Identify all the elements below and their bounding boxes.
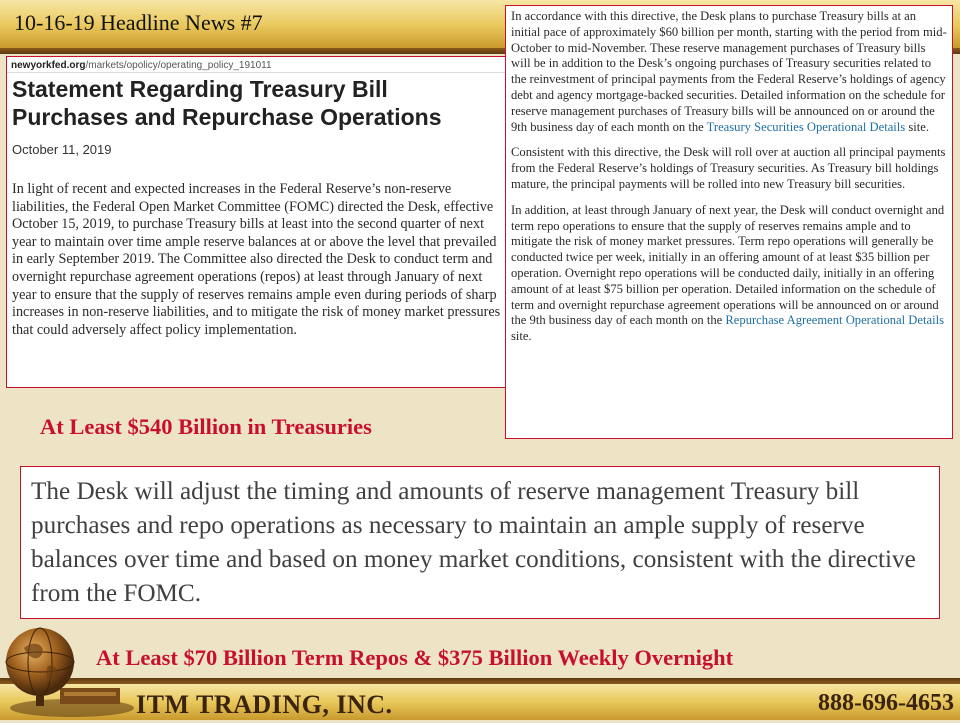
article-url[interactable] — [11, 60, 272, 71]
globe-icon — [2, 618, 134, 718]
slide-title: 10-16-19 Headline News #7 — [14, 10, 263, 35]
article-headline: Statement Regarding Treasury Bill Purchases and Repurchase Operations — [12, 76, 442, 130]
directive-paragraph-3: In addition, at least through January of next year, the Desk will conduct overnight and term repo operations to ensure that the supply of reserves remains ample and to mitigate the risk of money market pressures. Term repo operations will generally be conducted twice per week, initially in an offering amount of at least $35 billion per operation. Overnight repo operations will be conducted daily, initially in an offering amount of at least $75 billion per operation. Detailed information on the schedule of term and overnight repurchase agreement operations will be announced on or around the 9th business day of each month on the Repurchase Agreement Operational Details site. — [511, 202, 945, 344]
url-domain: newyorkfed.org — [11, 60, 86, 71]
treasuries-callout: At Least $540 Billion in Treasuries — [40, 414, 372, 439]
quote-box — [20, 466, 940, 619]
phone-number: 888-696-4653 — [818, 690, 954, 716]
directive-paragraph-1: In accordance with this directive, the Desk plans to purchase Treasury bills at an initial pace of approximately $60 billion per month, starting with the period from mid-October to mid-November. These reserve management purchases of Treasury bills will be in addition to the Desk’s ongoing purchases of Treasury securities related to the reinvestment of principal payments from the Federal Reserve’s holdings of agency debt and agency mortgage-backed securities. Detailed information on the schedule for reserve management purchases of Treasury bills will be announced on or around the 9th business day of each month on the Treasury Securities Operational Details site. — [511, 9, 947, 134]
company-name: ITM TRADING, INC. — [136, 690, 393, 719]
article-lead-paragraph: In light of recent and expected increases in the Federal Reserve’s non-reserve liabilities, the Federal Open Market Committee (FOMC) directed the Desk, effective October 15, 2019, to purchase Treasury bills at least into the second quarter of next year to maintain over time ample reserve balances at or above the level that prevailed in early September 2019. The Committee also directed the Desk to conduct term and overnight repurchase agreement operations (repos) at least through January of next year to ensure that the supply of reserves remains ample even during periods of sharp increases in non-reserve liabilities, and to mitigate the risk of money market pressures that could adversely affect policy implementation. — [12, 181, 501, 338]
directive-paragraph-2: Consistent with this directive, the Desk will roll over at auction all principal payments from the Federal Reserve’s holdings of Treasury securities. As Treasury bill holdings mature, the principal payments will be rolled into new Treasury bill securities. — [511, 145, 946, 191]
url-divider — [7, 72, 505, 73]
article-date: October 11, 2019 — [12, 142, 112, 157]
repo-details-link[interactable]: Repurchase Agreement Operational Details — [725, 313, 944, 328]
article-panel — [6, 56, 506, 388]
quote-text: The Desk will adjust the timing and amounts of reserve management Treasury bill purchases and repo operations as necessary to maintain an ample supply of reserve balances over time and based on money market conditions, consistent with the directive from the FOMC. — [31, 478, 916, 607]
url-path: /markets/opolicy/operating_policy_191011 — [85, 60, 272, 71]
repos-callout: At Least $70 Billion Term Repos & $375 Billion Weekly Overnight — [96, 645, 734, 670]
treasury-details-link[interactable]: Treasury Securities Operational Details — [706, 119, 906, 134]
directive-panel — [505, 5, 953, 439]
